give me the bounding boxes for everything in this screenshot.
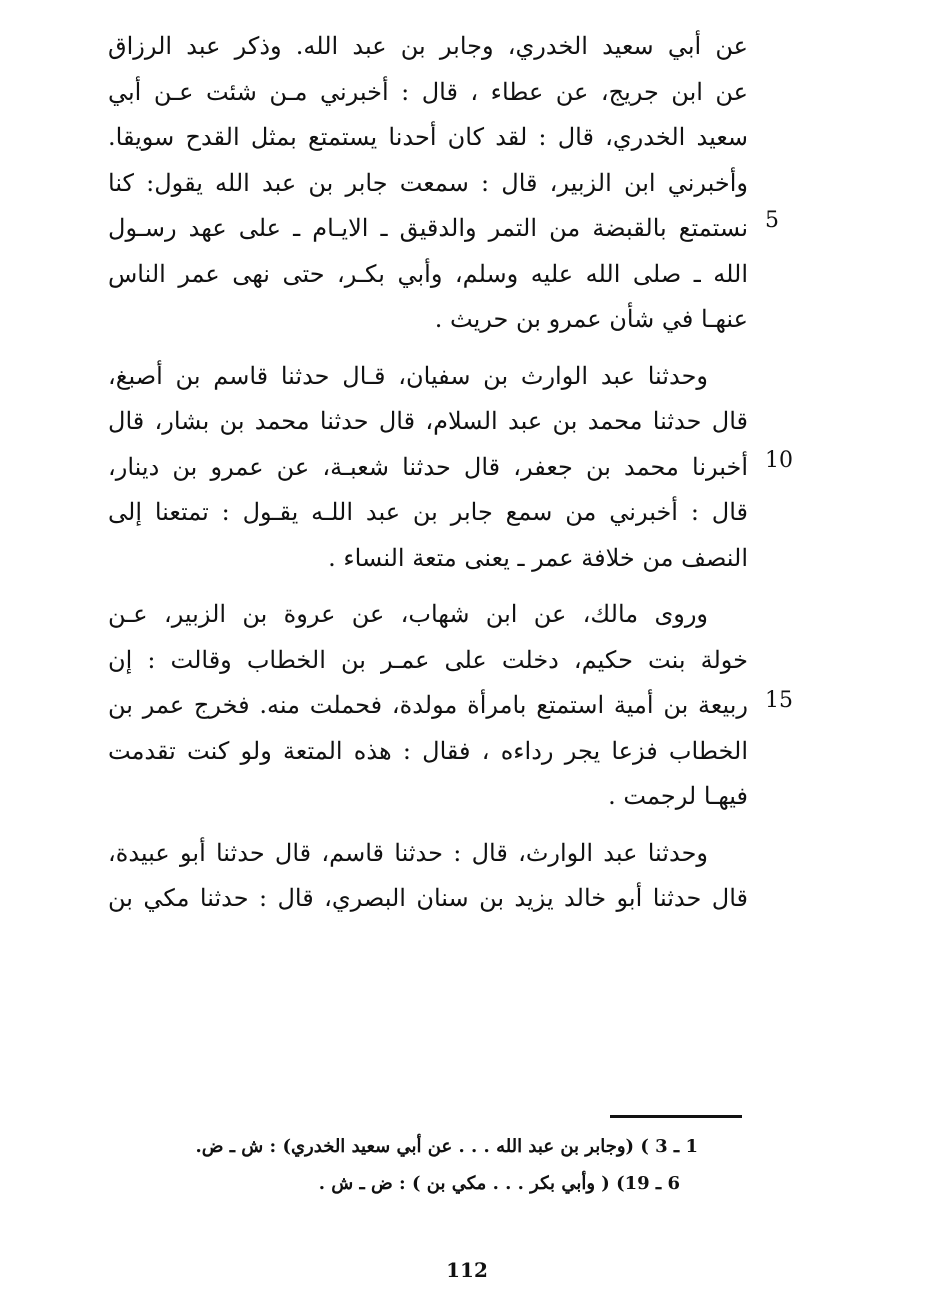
line-number-5: 5	[765, 208, 779, 233]
text-line: سعيد الخدري، قال : لقد كان أحدنا يستمتع بمثل القدح سويقا.	[108, 123, 748, 151]
text-line: الخطاب فزعا يجر رداءه ، فقال : هذه المتعة ولو كنت تقدمت	[108, 736, 748, 765]
paragraph-gap	[108, 581, 748, 592]
text-line: ربيعة بن أمية استمتع بامرأة مولدة، فحملت منه. فخرج عمر بن	[108, 691, 748, 719]
text-line: قال حدثنا أبو خالد يزيد بن سنان البصري، قال : حدثنا مكي بن	[108, 884, 748, 912]
footnotes	[108, 1128, 698, 1202]
paragraph-1	[108, 24, 748, 343]
line-number-15: 15	[765, 688, 793, 713]
text-line: قال : أخبرني من سمع جابر بن عبد اللـه يقـول : تمتعنا إلى	[108, 498, 748, 526]
footnote-separator	[610, 1115, 742, 1118]
paragraph-2	[108, 354, 748, 582]
paragraph-gap	[108, 343, 748, 354]
main-text	[108, 24, 748, 922]
text-line: الله ـ صلى الله عليه وسلم، وأبي بكـر، حتى نهى عمر الناس	[108, 259, 748, 288]
page-number: 112	[446, 1258, 488, 1282]
text-line: عن أبي سعيد الخدري، وجابر بن عبد الله. وذكر عبد الرزاق	[108, 32, 748, 60]
text-line: قال حدثنا محمد بن عبد السلام، قال حدثنا محمد بن بشار، قال	[108, 407, 748, 435]
text-line: عنهـا في شأن عمرو بن حريث .	[434, 305, 748, 333]
paragraph-gap	[108, 820, 748, 831]
text-line: وحدثنا عبد الوارث بن سفيان، قـال حدثنا قاسم بن أصبغ،	[108, 361, 708, 390]
paragraph-4	[108, 831, 748, 922]
footnote-line: 1 ـ 3 ) (وجابر بن عبد الله . . . عن أبي سعيد الخدري) : ش ـ ض.	[195, 1136, 698, 1157]
text-line: عن ابن جريج، عن عطاء ، قال : أخبرني مـن شئت عـن أبي	[108, 77, 748, 106]
footnote-line: 6 ـ 19) ( وأبي بكر . . . مكي بن ) : ض ـ ش .	[318, 1173, 680, 1194]
line-number-10: 10	[765, 448, 793, 473]
text-line: خولة بنت حكيم، دخلت على عمـر بن الخطاب وقالت : إن	[108, 645, 748, 674]
text-line: فيهـا لرجمت .	[608, 782, 748, 810]
text-line: وحدثنا عبد الوارث، قال : حدثنا قاسم، قال حدثنا أبو عبيدة،	[108, 838, 708, 867]
text-line: النصف من خلافة عمر ـ يعنى متعة النساء .	[328, 543, 748, 572]
text-line: أخبرنا محمد بن جعفر، قال حدثنا شعبـة، عن عمرو بن دينار،	[108, 452, 748, 481]
text-line: وروى مالك، عن ابن شهاب، عن عروة بن الزبير، عـن	[108, 600, 708, 628]
paragraph-3	[108, 592, 748, 820]
text-line: نستمتع بالقبضة من التمر والدقيق ـ الايـام ـ على عهد رسـول	[108, 214, 748, 242]
text-line: وأخبرني ابن الزبير، قال : سمعت جابر بن عبد الله يقول: كنا	[108, 168, 748, 197]
